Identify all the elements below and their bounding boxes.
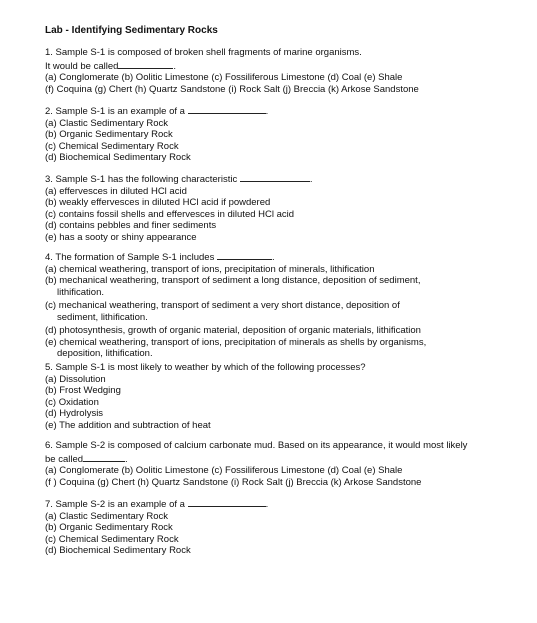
option-line: (c) Chemical Sedimentary Rock	[45, 533, 179, 545]
option-line: (e) chemical weathering, transport of ions, precipitation of minerals as shells by organisms,	[45, 336, 427, 348]
question-5-text: 5. Sample S-1 is most likely to weather by which of the following processes?	[45, 362, 366, 373]
option-line-cont: sediment, lithification.	[57, 311, 148, 323]
answer-blank	[188, 497, 266, 507]
option-line: (a) Conglomerate (b) Oolitic Limestone (c) Fossiliferous Limestone (d) Coal (e) Shale	[45, 465, 403, 476]
question-3-text: 3. Sample S-1 has the following characteristic .	[45, 174, 313, 185]
question-3	[45, 172, 485, 243]
option-line: (b) Organic Sedimentary Rock	[45, 522, 173, 533]
question-1-text-cont: It would be called .	[45, 60, 177, 72]
question-5	[45, 362, 485, 431]
option-line: (d) Biochemical Sedimentary Rock	[45, 152, 191, 163]
question-6	[45, 440, 485, 488]
option-line-cont: lithification.	[57, 286, 104, 298]
answer-blank	[83, 452, 125, 462]
option-line: (a) Clastic Sedimentary Rock	[45, 117, 169, 129]
option-line: (a) Conglomerate (b) Oolitic Limestone (c) Fossiliferous Limestone (d) Coal (e) Shale	[45, 72, 403, 83]
answer-blank	[240, 172, 310, 182]
option-line: (e) has a sooty or shiny appearance	[45, 231, 197, 243]
option-line: (c) Oxidation	[45, 396, 99, 408]
question-6-text-cont: be called .	[45, 453, 128, 465]
question-6-text: 6. Sample S-2 is composed of calcium carbonate mud. Based on its appearance, it would most likely	[45, 440, 468, 451]
option-line: (d) photosynthesis, growth of organic material, deposition of organic materials, lithification	[45, 325, 421, 336]
question-2-text: 2. Sample S-1 is an example of a .	[45, 106, 269, 117]
option-line: (a) effervesces in diluted HCl acid	[45, 185, 187, 197]
option-line: (b) mechanical weathering, transport of sediment a long distance, deposition of sediment,	[45, 275, 421, 286]
option-line: (f) Coquina (g) Chert (h) Quartz Sandstone (i) Rock Salt (j) Breccia (k) Arkose Sandstone	[45, 83, 419, 95]
option-line: (a) Dissolution	[45, 373, 106, 385]
answer-blank	[188, 104, 266, 114]
question-1-text: 1. Sample S-1 is composed of broken shell fragments of marine organisms.	[45, 47, 362, 58]
option-line: (d) contains pebbles and finer sediments	[45, 220, 217, 231]
question-4-text: 4. The formation of Sample S-1 includes .	[45, 252, 275, 263]
option-line: (f ) Coquina (g) Chert (h) Quartz Sandstone (i) Rock Salt (j) Breccia (k) Arkose Sandstone	[45, 476, 422, 488]
option-line: (b) Frost Wedging	[45, 385, 121, 396]
option-line-cont: deposition, lithification.	[57, 348, 153, 359]
option-line: (c) contains fossil shells and effervesces in diluted HCl acid	[45, 208, 295, 220]
option-line: (e) The addition and subtraction of heat	[45, 419, 211, 431]
page-title: Lab - Identifying Sedimentary Rocks	[45, 25, 218, 36]
question-1	[45, 47, 485, 95]
option-line: (c) mechanical weathering, transport of sediment a very short distance, deposition of	[45, 300, 400, 311]
option-line: (a) chemical weathering, transport of ions, precipitation of minerals, lithification	[45, 263, 375, 275]
answer-blank	[118, 59, 173, 69]
answer-blank	[217, 250, 272, 260]
option-line: (b) Organic Sedimentary Rock	[45, 129, 173, 140]
option-line: (b) weakly effervesces in diluted HCl acid if powdered	[45, 197, 271, 208]
option-line: (d) Hydrolysis	[45, 408, 104, 419]
option-line: (a) Clastic Sedimentary Rock	[45, 510, 169, 522]
question-4	[45, 250, 485, 360]
question-7-text: 7. Sample S-2 is an example of a .	[45, 499, 269, 510]
option-line: (d) Biochemical Sedimentary Rock	[45, 545, 191, 556]
question-7	[45, 497, 485, 557]
question-2	[45, 104, 485, 164]
option-line: (c) Chemical Sedimentary Rock	[45, 140, 179, 152]
